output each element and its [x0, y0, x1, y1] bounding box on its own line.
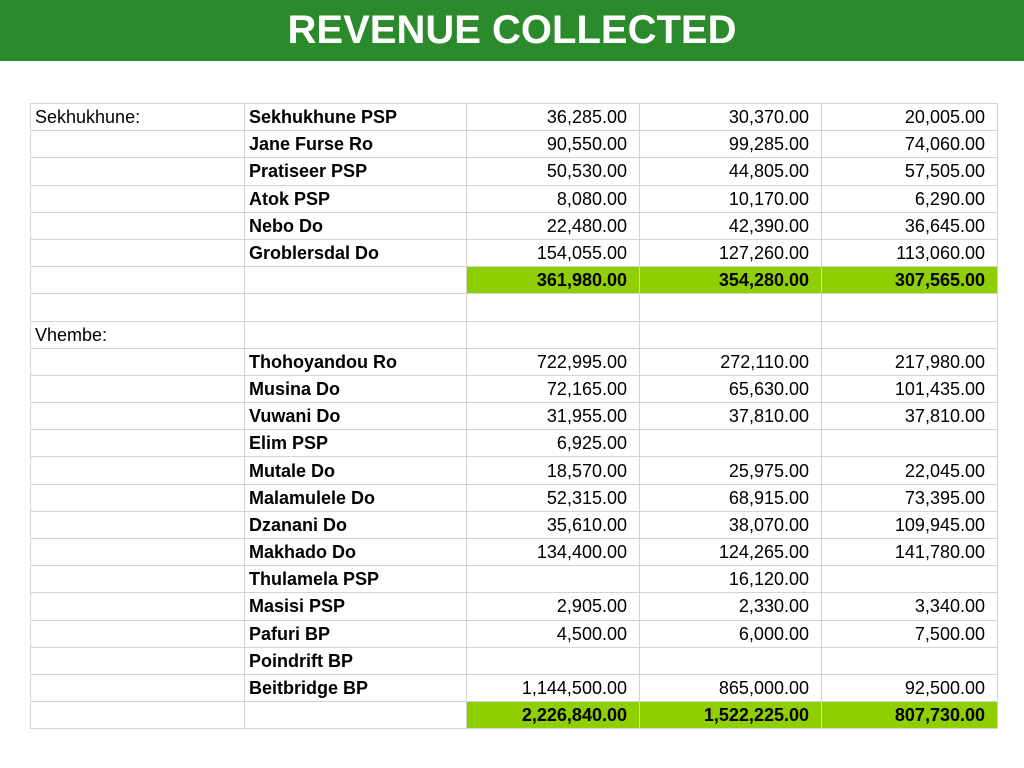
value-cell-1 — [467, 321, 640, 348]
region-cell: Sekhukhune: — [31, 104, 245, 131]
revenue-table — [30, 103, 998, 729]
value-cell-3: 92,500.00 — [822, 674, 998, 701]
title-bar — [0, 0, 1024, 61]
region-cell — [31, 566, 245, 593]
office-cell: Jane Furse Ro — [245, 131, 467, 158]
value-cell-2: 865,000.00 — [640, 674, 822, 701]
value-cell-3: 36,645.00 — [822, 212, 998, 239]
value-cell-3: 73,395.00 — [822, 484, 998, 511]
value-cell-2: 44,805.00 — [640, 158, 822, 185]
office-cell — [245, 702, 467, 729]
table-row — [31, 566, 998, 593]
region-cell — [31, 620, 245, 647]
total-row — [31, 702, 998, 729]
value-cell-1: 35,610.00 — [467, 511, 640, 538]
value-cell-2: 272,110.00 — [640, 348, 822, 375]
value-cell-1: 134,400.00 — [467, 539, 640, 566]
value-cell-1: 50,530.00 — [467, 158, 640, 185]
table-row — [31, 674, 998, 701]
value-cell-1: 8,080.00 — [467, 185, 640, 212]
region-cell — [31, 403, 245, 430]
value-cell-3: 3,340.00 — [822, 593, 998, 620]
office-cell — [245, 321, 467, 348]
value-cell-3: 113,060.00 — [822, 239, 998, 266]
value-cell-3: 22,045.00 — [822, 457, 998, 484]
value-cell-3: 217,980.00 — [822, 348, 998, 375]
value-cell-1: 361,980.00 — [467, 267, 640, 294]
value-cell-1: 2,226,840.00 — [467, 702, 640, 729]
value-cell-3: 57,505.00 — [822, 158, 998, 185]
value-cell-3: 6,290.00 — [822, 185, 998, 212]
value-cell-3 — [822, 566, 998, 593]
region-cell — [31, 647, 245, 674]
value-cell-2: 6,000.00 — [640, 620, 822, 647]
value-cell-2: 30,370.00 — [640, 104, 822, 131]
office-cell: Groblersdal Do — [245, 239, 467, 266]
value-cell-1: 722,995.00 — [467, 348, 640, 375]
value-cell-1 — [467, 566, 640, 593]
office-cell: Sekhukhune PSP — [245, 104, 467, 131]
table-row — [31, 239, 998, 266]
office-cell: Musina Do — [245, 375, 467, 402]
table-row — [31, 348, 998, 375]
office-cell: Nebo Do — [245, 212, 467, 239]
office-cell — [245, 267, 467, 294]
page-title: REVENUE COLLECTED — [287, 8, 737, 52]
table-row — [31, 104, 998, 131]
value-cell-1: 36,285.00 — [467, 104, 640, 131]
office-cell: Masisi PSP — [245, 593, 467, 620]
region-cell — [31, 593, 245, 620]
revenue-table-body — [31, 104, 998, 729]
value-cell-3: 74,060.00 — [822, 131, 998, 158]
table-row — [31, 185, 998, 212]
region-cell — [31, 702, 245, 729]
value-cell-2: 68,915.00 — [640, 484, 822, 511]
value-cell-3: 7,500.00 — [822, 620, 998, 647]
value-cell-3: 141,780.00 — [822, 539, 998, 566]
value-cell-2: 99,285.00 — [640, 131, 822, 158]
value-cell-2: 42,390.00 — [640, 212, 822, 239]
office-cell: Vuwani Do — [245, 403, 467, 430]
region-cell — [31, 158, 245, 185]
total-row — [31, 267, 998, 294]
value-cell-3: 109,945.00 — [822, 511, 998, 538]
value-cell-1: 52,315.00 — [467, 484, 640, 511]
value-cell-2 — [640, 647, 822, 674]
region-cell — [31, 294, 245, 321]
table-row — [31, 294, 998, 321]
office-cell: Thulamela PSP — [245, 566, 467, 593]
value-cell-1: 1,144,500.00 — [467, 674, 640, 701]
value-cell-1: 72,165.00 — [467, 375, 640, 402]
office-cell: Thohoyandou Ro — [245, 348, 467, 375]
value-cell-2 — [640, 430, 822, 457]
value-cell-3: 37,810.00 — [822, 403, 998, 430]
value-cell-2: 37,810.00 — [640, 403, 822, 430]
table-row — [31, 511, 998, 538]
value-cell-2: 354,280.00 — [640, 267, 822, 294]
table-row — [31, 158, 998, 185]
value-cell-2: 10,170.00 — [640, 185, 822, 212]
office-cell: Makhado Do — [245, 539, 467, 566]
value-cell-2: 124,265.00 — [640, 539, 822, 566]
table-row — [31, 430, 998, 457]
table-row — [31, 620, 998, 647]
office-cell: Beitbridge BP — [245, 674, 467, 701]
region-cell — [31, 212, 245, 239]
value-cell-2: 65,630.00 — [640, 375, 822, 402]
value-cell-1: 18,570.00 — [467, 457, 640, 484]
value-cell-3: 101,435.00 — [822, 375, 998, 402]
value-cell-1: 22,480.00 — [467, 212, 640, 239]
region-cell — [31, 511, 245, 538]
table-row — [31, 539, 998, 566]
region-cell: Vhembe: — [31, 321, 245, 348]
value-cell-1: 154,055.00 — [467, 239, 640, 266]
value-cell-3: 307,565.00 — [822, 267, 998, 294]
value-cell-3: 20,005.00 — [822, 104, 998, 131]
office-cell: Poindrift BP — [245, 647, 467, 674]
region-cell — [31, 185, 245, 212]
value-cell-1: 90,550.00 — [467, 131, 640, 158]
value-cell-3 — [822, 430, 998, 457]
region-cell — [31, 539, 245, 566]
region-cell — [31, 484, 245, 511]
region-cell — [31, 674, 245, 701]
value-cell-2: 2,330.00 — [640, 593, 822, 620]
office-cell: Malamulele Do — [245, 484, 467, 511]
table-row — [31, 403, 998, 430]
table-row — [31, 375, 998, 402]
office-cell: Atok PSP — [245, 185, 467, 212]
value-cell-1: 2,905.00 — [467, 593, 640, 620]
region-cell — [31, 267, 245, 294]
value-cell-3: 807,730.00 — [822, 702, 998, 729]
table-row — [31, 212, 998, 239]
office-cell — [245, 294, 467, 321]
value-cell-1 — [467, 647, 640, 674]
value-cell-1: 31,955.00 — [467, 403, 640, 430]
value-cell-2: 16,120.00 — [640, 566, 822, 593]
office-cell: Elim PSP — [245, 430, 467, 457]
region-cell — [31, 457, 245, 484]
value-cell-2: 25,975.00 — [640, 457, 822, 484]
value-cell-3 — [822, 294, 998, 321]
value-cell-2 — [640, 294, 822, 321]
office-cell: Dzanani Do — [245, 511, 467, 538]
region-cell — [31, 348, 245, 375]
value-cell-1: 4,500.00 — [467, 620, 640, 647]
value-cell-2 — [640, 321, 822, 348]
value-cell-3 — [822, 321, 998, 348]
table-row — [31, 457, 998, 484]
value-cell-3 — [822, 647, 998, 674]
table-row — [31, 321, 998, 348]
office-cell: Pratiseer PSP — [245, 158, 467, 185]
value-cell-2: 38,070.00 — [640, 511, 822, 538]
region-cell — [31, 375, 245, 402]
value-cell-1 — [467, 294, 640, 321]
value-cell-2: 127,260.00 — [640, 239, 822, 266]
region-cell — [31, 239, 245, 266]
value-cell-2: 1,522,225.00 — [640, 702, 822, 729]
office-cell: Pafuri BP — [245, 620, 467, 647]
value-cell-1: 6,925.00 — [467, 430, 640, 457]
office-cell: Mutale Do — [245, 457, 467, 484]
region-cell — [31, 430, 245, 457]
table-row — [31, 484, 998, 511]
table-row — [31, 647, 998, 674]
region-cell — [31, 131, 245, 158]
table-row — [31, 131, 998, 158]
table-row — [31, 593, 998, 620]
